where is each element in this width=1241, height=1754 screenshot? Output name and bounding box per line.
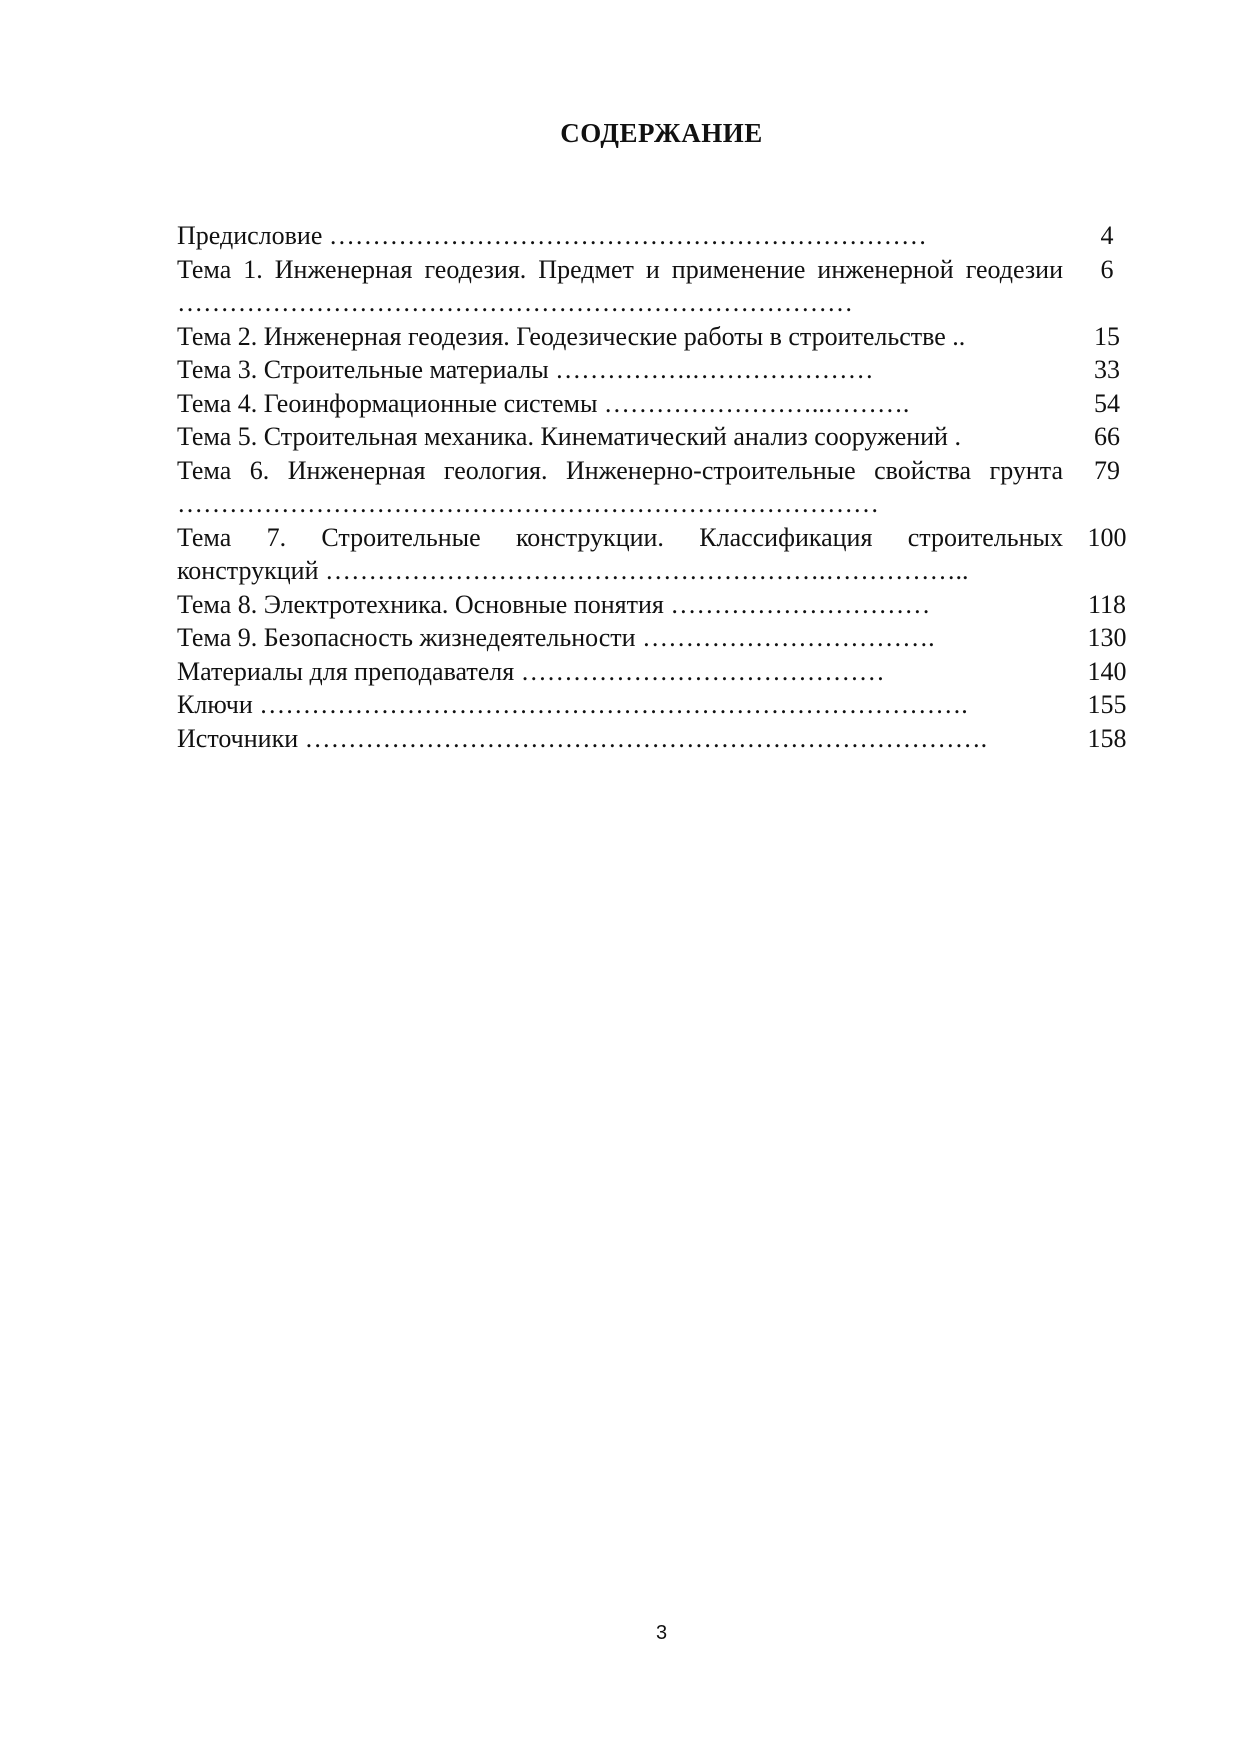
toc-entry-text: Тема 6. Инженерная геология. Инженерно-строительные свойства грунта ………………………………………………………………………: [177, 455, 1063, 518]
toc-entry-text: Предисловие ……………………………………………………………: [177, 221, 927, 250]
toc-entry-text: Тема 9. Безопасность жизнедеятельности …………………………….: [177, 623, 935, 652]
toc-entry-text: Тема 1. Инженерная геодезия. Предмет и применение инженерной геодезии ……………………………………………………………………: [177, 254, 1063, 317]
toc-entry-page: 155: [1087, 690, 1127, 719]
toc-entry-page: 15: [1094, 321, 1120, 351]
toc-entry-text: Тема 2. Инженерная геодезия. Геодезические работы в строительстве ..: [177, 321, 966, 351]
toc-entry-page: 130: [1087, 623, 1127, 652]
toc-entry-topic-1[interactable]: [177, 253, 1141, 320]
toc-entry-page: 6: [1100, 254, 1114, 284]
toc-entry-topic-4[interactable]: [177, 387, 1141, 421]
toc-entry-topic-8[interactable]: [177, 588, 1141, 622]
toc-entry-page: 100: [1087, 522, 1127, 552]
table-of-contents: [177, 219, 1141, 755]
toc-entry-topic-7[interactable]: [177, 521, 1141, 588]
toc-entry-text: Тема 3. Строительные материалы …………….…………………: [177, 355, 874, 384]
toc-entry-topic-5[interactable]: [177, 420, 1141, 454]
toc-entry-topic-9[interactable]: [177, 621, 1141, 655]
toc-entry-teacher-materials[interactable]: [177, 655, 1141, 689]
toc-entry-topic-6[interactable]: [177, 454, 1141, 521]
toc-entry-text: Тема 4. Геоинформационные системы ……………………..……….: [177, 388, 910, 418]
toc-entry-text: Тема 5. Строительная механика. Кинематический анализ сооружений .: [177, 422, 961, 451]
toc-entry-page: 158: [1087, 723, 1127, 753]
toc-entry-topic-2[interactable]: [177, 320, 1141, 354]
toc-entry-text: Ключи ……………………………………………………………………….: [177, 690, 968, 719]
toc-entry-topic-3[interactable]: [177, 353, 1141, 387]
page-title: СОДЕРЖАНИЕ: [560, 118, 763, 148]
toc-entry-sources[interactable]: [177, 722, 1141, 756]
toc-entry-keys[interactable]: [177, 688, 1141, 722]
toc-entry-page: 140: [1087, 656, 1127, 686]
toc-entry-page: 66: [1094, 422, 1120, 451]
toc-entry-text: Тема 7. Строительные конструкции. Классификация строительных конструкций ………………………………………………….……………..: [177, 522, 1063, 585]
toc-entry-page: 118: [1087, 589, 1127, 619]
toc-entry-page: 54: [1094, 388, 1120, 418]
toc-entry-page: 79: [1094, 455, 1120, 485]
toc-entry-page: 33: [1094, 355, 1120, 384]
toc-entry-text: Тема 8. Электротехника. Основные понятия …………………………: [177, 589, 931, 619]
page-number: 3: [655, 1622, 668, 1644]
toc-entry-text: Источники …………………………………………………………………….: [177, 723, 988, 753]
toc-entry-preface[interactable]: [177, 219, 1141, 253]
toc-entry-text: Материалы для преподавателя ……………………………………: [177, 656, 885, 686]
toc-entry-page: 4: [1100, 221, 1114, 250]
